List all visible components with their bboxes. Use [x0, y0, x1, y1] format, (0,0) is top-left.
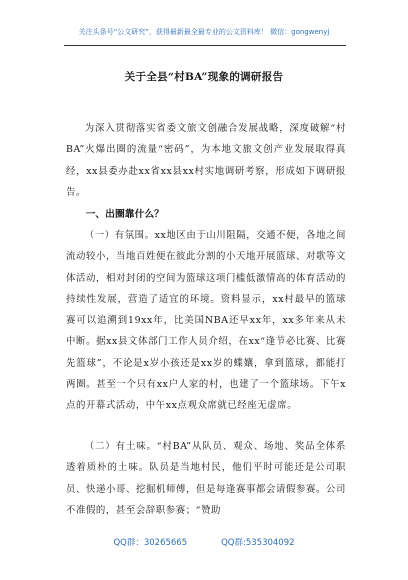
footer-qq2-value: 535304092 — [245, 538, 295, 548]
footer-contact — [0, 536, 408, 548]
body-paragraph-atmosphere: （一）有氛围。xx地区由于山川阻隔，交通不便，各地之间流动较小，当地百姓便在彼此分割的小天地开展篮球、对歌等文体活动，相对封闭的空间为篮球这项门槛低激情高的体育活动的持续性发展，营造了适宜的环境。资料显示，xx村最早的篮球赛可以追溯到19xx年，比美国NBA还早xx年，xx多年来从未中断。据xx县文体部门工作人员介绍，在xx“逢节必比赛、比赛先篮球”，不论是x岁小孩还是xx岁的蝶孃，拿到篮球，都能打两圈。甚至一个只有xx户人家的村，也建了一个篮球场。下午x点的开幕式活动，中午xx点观众席就已经座无虚席。 — [66, 230, 346, 412]
section-heading: 一、出圈靠什么？ — [85, 209, 164, 220]
intro-paragraph: 为深入贯彻落实省委文旅文创融合发展战略，深度破解“村BA”火爆出圈的流量“密码”，为本地文旅文创产业发展取得真经，xx县委办赴xx省xx县xx村实地调研考察，形成如下调研报告。 — [66, 123, 346, 198]
header-divider — [64, 45, 346, 46]
footer-qq2-label: QQ群: — [221, 538, 246, 548]
footer-qq1-value: 30265665 — [143, 538, 188, 548]
header-banner: 关注头条号“公文研究”，获得最新最全最专业的公文资料库！ 微信：gongwenyj — [78, 28, 330, 36]
footer-qq1-label: QQ群： — [113, 538, 144, 548]
body-paragraph-local-flavor: （二）有土味。“村BA”从队员、观众、场地、奖品全体系透着质朴的土味。队员是当地村民，他们平时可能还是公司职员、快递小哥、挖掘机师傅，但是每逢赛事都会请假参赛。公司不准假的，甚至会辞职参赛；“赞助 — [66, 441, 346, 516]
document-title: 关于全县“村BA”现象的调研报告 — [124, 71, 284, 83]
